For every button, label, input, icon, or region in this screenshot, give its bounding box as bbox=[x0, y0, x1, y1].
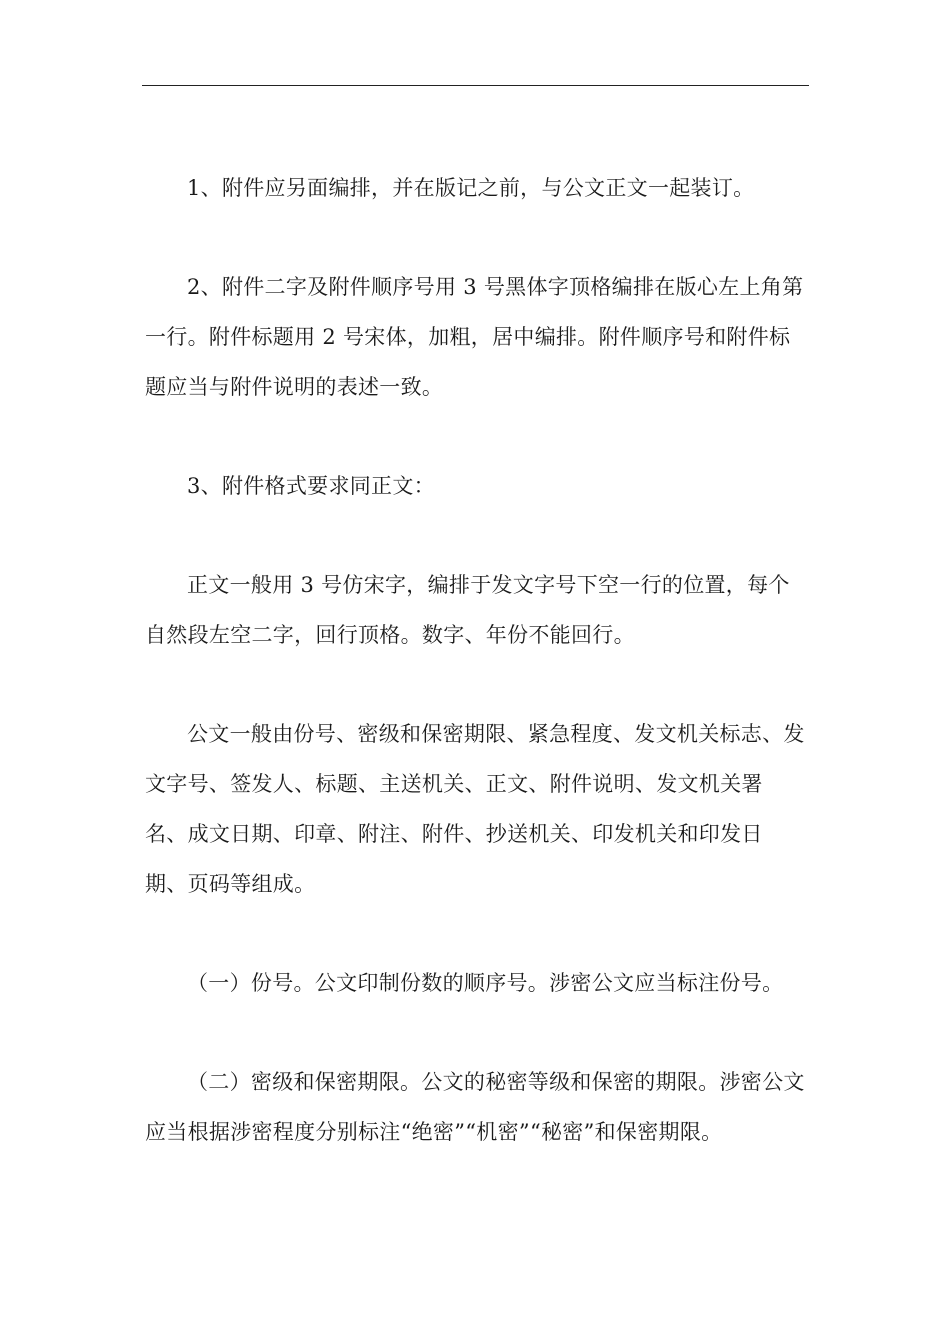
paragraph-gap bbox=[145, 909, 805, 958]
paragraph-body-font: 正文一般用 3 号仿宋字，编排于发文字号下空一行的位置，每个自然段左空二字，回行顶格。数字、年份不能回行。 bbox=[145, 573, 790, 647]
paragraph-copy-number: （一）份号。公文印制份数的顺序号。涉密公文应当标注份号。 bbox=[187, 971, 784, 995]
paragraph-attachment-format: 3、附件格式要求同正文： bbox=[187, 474, 435, 498]
paragraph-gap bbox=[145, 660, 805, 709]
paragraph-document-elements: 公文一般由份号、密级和保密期限、紧急程度、发文机关标志、发文字号、签发人、标题、主送机关、正文、附件说明、发文机关署名、成文日期、印章、附注、附件、抄送机关、印发机关和印发日期、页码等组成。 bbox=[145, 722, 805, 896]
paragraph-gap bbox=[145, 1008, 805, 1057]
paragraph-gap bbox=[145, 511, 805, 560]
paragraph-gap bbox=[145, 412, 805, 461]
paragraph-attachment-binding: 1、附件应另面编排，并在版记之前，与公文正文一起装订。 bbox=[187, 176, 755, 200]
header-rule bbox=[142, 85, 809, 86]
paragraph-attachment-label: 2、附件二字及附件顺序号用 3 号黑体字顶格编排在版心左上角第一行。附件标题用 2 号宋体，加粗，居中编排。附件顺序号和附件标题应当与附件说明的表述一致。 bbox=[145, 275, 804, 399]
paragraph-classification: （二）密级和保密期限。公文的秘密等级和保密的期限。涉密公文应当根据涉密程度分别标注“绝密”“机密”“秘密”和保密期限。 bbox=[145, 1070, 805, 1144]
document-body bbox=[145, 163, 805, 1157]
paragraph-gap bbox=[145, 213, 805, 262]
